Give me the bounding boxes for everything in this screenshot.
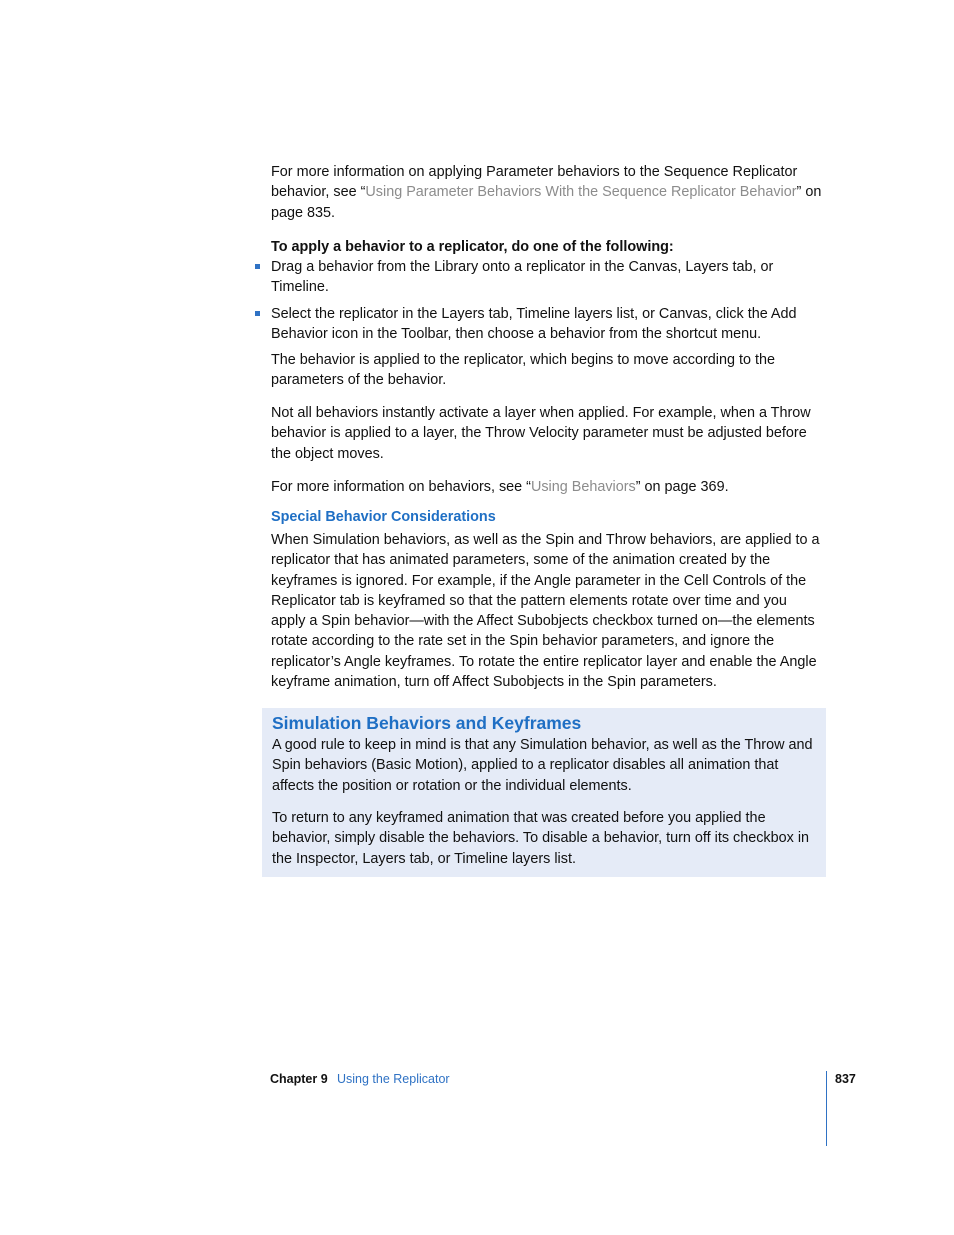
- footer-chapter-label: Chapter 9: [270, 1072, 328, 1086]
- more-info-paragraph: [271, 477, 823, 497]
- sidebar-title: Simulation Behaviors and Keyframes: [272, 713, 582, 733]
- sidebar-note: [262, 708, 826, 877]
- result-paragraph: The behavior is applied to the replicator, which begins to move according to the parameters of the behavior.: [271, 352, 775, 389]
- bullet-item-drag: Drag a behavior from the Library onto a replicator in the Canvas, Layers tab, or Timeline.: [271, 259, 774, 296]
- procedure-heading: To apply a behavior to a replicator, do one of the following:: [271, 239, 674, 255]
- special-considerations-body: When Simulation behaviors, as well as the Spin and Throw behaviors, are applied to a replicator that has animated parameters, some of the animation created by the keyframes is ignored. For example, if the Angle parameter in the Cell Controls of the Replicator tab is keyframed so that the pattern elements rotate over time and you apply a Spin behavior—with the Affect Subobjects checkbox turned on—the elements rotate according to the rate set in the Spin behavior parameters, and ignore the replicator’s Angle keyframes. To rotate the entire replicator layer and enable the Angle keyframe animation, turn off Affect Subobjects in the Spin parameters.: [271, 532, 820, 691]
- intro-text-end: ” on page 835.: [271, 184, 822, 221]
- bullet-item-select: Select the replicator in the Layers tab, Timeline layers list, or Canvas, click the Add Behavior icon in the Toolbar, then choose a behavior from the shortcut menu.: [271, 306, 797, 343]
- footer-divider: [826, 1071, 827, 1146]
- link-sequence-replicator-behavior[interactable]: Using Parameter Behaviors With the Sequence Replicator Behavior: [365, 184, 797, 201]
- sidebar-paragraph-1: A good rule to keep in mind is that any Simulation behavior, as well as the Throw and Spin behaviors (Basic Motion), applied to a replicator disables all animation that affects the position or rotation or the individual elements.: [272, 737, 813, 794]
- square-bullet-icon: [255, 311, 260, 316]
- intro-paragraph: [271, 162, 823, 223]
- square-bullet-icon: [255, 264, 260, 269]
- section-heading-special: Special Behavior Considerations: [271, 509, 496, 525]
- more-info-text-end: ” on page 369.: [635, 479, 729, 495]
- more-info-text-start: For more information on behaviors, see “: [271, 479, 531, 495]
- intro-text-start: For more information on applying Parameter behaviors to the Sequence Replicator behavior, see “: [271, 164, 798, 201]
- footer-chapter-title: Using the Replicator: [337, 1072, 450, 1086]
- link-using-behaviors[interactable]: Using Behaviors: [530, 479, 636, 495]
- note-paragraph: Not all behaviors instantly activate a layer when applied. For example, when a Throw behavior is applied to a layer, the Throw Velocity parameter must be adjusted before the object moves.: [271, 405, 811, 462]
- page-number: 837: [835, 1072, 856, 1086]
- sidebar-paragraph-2: To return to any keyframed animation that was created before you applied the behavior, simply disable the behaviors. To disable a behavior, turn off its checkbox in the Inspector, Layers tab, or Timeline layers list.: [272, 810, 810, 867]
